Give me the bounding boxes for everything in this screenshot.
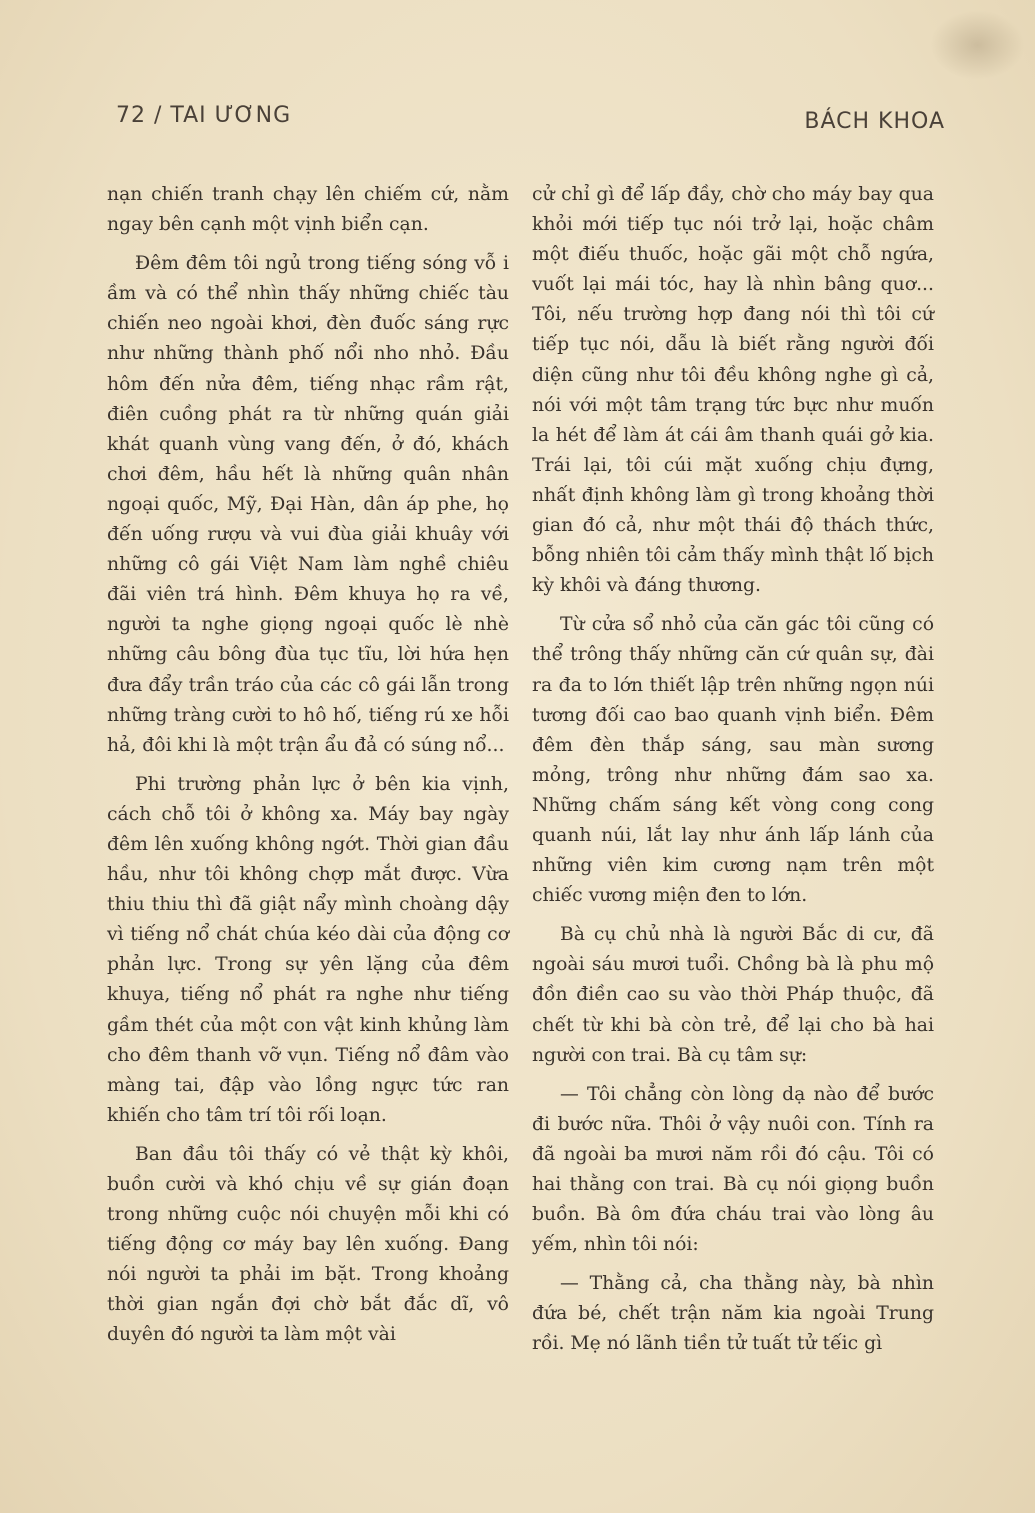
paragraph: — Thằng cả, cha thằng này, bà nhìn đứa bé, chết trận năm kia ngoài Trung rồi. Mẹ nó lãnh tiền tử tuất tử tếic gì — [532, 1273, 934, 1355]
page-header — [116, 103, 945, 143]
paragraph: Bà cụ chủ nhà là người Bắc di cư, đã ngoài sáu mươi tuổi. Chồng bà là phu mộ đồn điền cao su vào thời Pháp thuộc, đã chết từ khi bà còn trẻ, để lại cho bà hai người con trai. Bà cụ tâm sự: — [532, 924, 934, 1066]
magazine-name: BÁCH KHOA — [804, 109, 945, 134]
left-column — [107, 180, 509, 1360]
paragraph: cử chỉ gì để lấp đầy, chờ cho máy bay qua khỏi mới tiếp tục nói trở lại, hoặc châm một điếu thuốc, hoặc gãi một chỗ ngứa, vuốt lại mái tóc, hay là nhìn bâng quơ... Tôi, nếu trường hợp đang nói thì tôi cứ tiếp tục nói, dẫu là biết rằng người đối diện cũng như tôi đều không nghe gì cả, nói với một tâm trạng tức bực như muốn la hét để làm át cái âm thanh quái gở kia. Trái lại, tôi cúi mặt xuống chịu đựng, nhất định không làm gì trong khoảng thời gian đó cả, như một thái độ thách thức, bỗng nhiên tôi cảm thấy mình thật lố bịch kỳ khôi và đáng thương. — [532, 184, 934, 597]
right-column — [532, 180, 934, 1369]
paragraph: Từ cửa sổ nhỏ của căn gác tôi cũng có thể trông thấy những căn cứ quân sự, đài ra đa to lớn thiết lập trên những ngọn núi tương đối cao bao quanh vịnh biển. Đêm đêm đèn thắp sáng, sau màn sương mỏng, trông như những đám sao xa. Những chấm sáng kết vòng cong cong quanh núi, lắt lay như ánh lấp lánh của những viên kim cương nạm trên một chiếc vương miện đen to lớn. — [532, 614, 934, 907]
paragraph: Phi trường phản lực ở bên kia vịnh, cách chỗ tôi ở không xa. Máy bay ngày đêm lên xuống không ngớt. Thời gian đầu hầu, như tôi không chợp mắt được. Vừa thiu thiu thì đã giật nẩy mình choàng dậy vì tiếng nổ chát chúa kéo dài của động cơ phản lực. Trong sự yên lặng của đêm khuya, tiếng nổ phát ra nghe như tiếng gầm thét của một con vật kinh khủng làm cho đêm thanh vỡ vụn. Tiếng nổ đâm vào màng tai, đập vào lồng ngực tức ran khiến cho tâm trí tôi rối loạn. — [107, 773, 509, 1126]
page-number-and-title: 72 / TAI ƯƠNG — [116, 103, 292, 128]
paragraph: Ban đầu tôi thấy có vẻ thật kỳ khôi, buồn cười và khó chịu về sự gián đoạn trong những cuộc nói chuyện mỗi khi có tiếng động cơ máy bay lên xuống. Đang nói người ta phải im bặt. Trong khoảng thời gian ngắn đợi chờ bắt đắc dĩ, vô duyên đó người ta làm một vài — [107, 1143, 509, 1346]
paper-stain — [930, 10, 1025, 80]
paragraph: Đêm đêm tôi ngủ trong tiếng sóng vỗ i ầm và có thể nhìn thấy những chiếc tàu chiến neo ngoài khơi, đèn đuốc sáng rực như những thành phố nổi nho nhỏ. Đầu hôm đến nửa đêm, tiếng nhạc rầm rật, điên cuồng phát ra từ những quán giải khát quanh vùng vang đến, ở đó, khách chơi đêm, hầu hết là những quân nhân ngoại quốc, Mỹ, Đại Hàn, dân áp phe, họ đến uống rượu và vui đùa giải khuây với những cô gái Việt Nam làm nghề chiêu đãi viên trá hình. Đêm khuya họ ra về, người ta nghe giọng ngoại quốc lè nhè những câu bông đùa tục tĩu, lời hứa hẹn đưa đẩy trần tráo của các cô gái lẫn trong những tràng cười to hô hố, tiếng rú xe hỗi hả, đôi khi là một trận ẩu đả có súng nổ... — [107, 253, 509, 756]
paragraph: nạn chiến tranh chạy lên chiếm cứ, nằm ngay bên cạnh một vịnh biển cạn. — [107, 184, 509, 236]
paragraph: — Tôi chẳng còn lòng dạ nào để bước đi bước nữa. Thôi ở vậy nuôi con. Tính ra đã ngoài ba mươi năm rồi đó cậu. Tôi có hai thằng con trai. Bà cụ nói giọng buồn buồn. Bà ôm đứa cháu trai vào lòng âu yếm, nhìn tôi nói: — [532, 1083, 934, 1256]
